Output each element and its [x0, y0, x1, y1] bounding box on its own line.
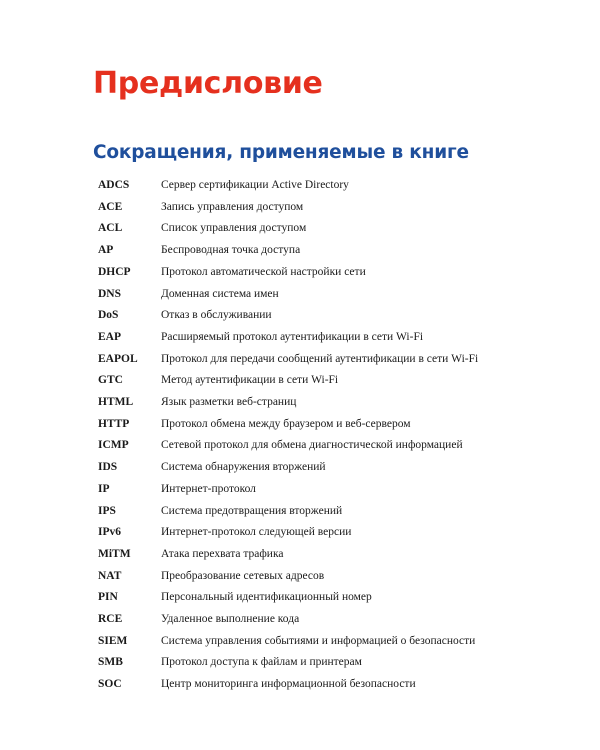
- abbreviation-description: Протокол обмена между браузером и веб-сервером: [161, 417, 411, 430]
- abbreviation-row: [0, 329, 600, 349]
- abbreviation-code: IDS: [98, 461, 118, 474]
- abbreviation-code: ICMP: [98, 439, 129, 452]
- abbreviation-row: [0, 524, 600, 544]
- abbreviation-description: Сетевой протокол для обмена диагностической информацией: [161, 439, 463, 452]
- abbreviation-code: DNS: [98, 287, 122, 300]
- abbreviation-code: EAP: [98, 330, 121, 343]
- abbreviation-description: Сервер сертификации Active Directory: [161, 179, 349, 191]
- abbreviations-section-title: Сокращения, применяемые в книге: [93, 142, 469, 163]
- abbreviation-description: Расширяемый протокол аутентификации в сети Wi-Fi: [161, 330, 424, 343]
- abbreviation-row: [0, 633, 600, 653]
- abbreviation-code: IP: [98, 482, 110, 495]
- abbreviation-description: Система управления событиями и информацией о безопасности: [161, 634, 476, 647]
- abbreviation-code: ACL: [98, 222, 123, 235]
- abbreviation-row: [0, 676, 600, 696]
- abbreviation-code: SIEM: [98, 634, 128, 647]
- abbreviation-row: [0, 568, 600, 588]
- abbreviation-description: Система предотвращения вторжений: [161, 504, 343, 517]
- abbreviation-description: Система обнаружения вторжений: [161, 461, 326, 474]
- abbreviation-row: [0, 503, 600, 523]
- abbreviation-row: [0, 459, 600, 479]
- abbreviation-row: [0, 589, 600, 609]
- abbreviation-row: [0, 372, 600, 392]
- abbreviation-code: HTTP: [98, 417, 130, 430]
- abbreviation-row: [0, 481, 600, 501]
- abbreviation-row: [0, 264, 600, 284]
- abbreviation-description: Удаленное выполнение кода: [161, 613, 300, 625]
- abbreviation-row: [0, 611, 600, 631]
- abbreviation-row: [0, 416, 600, 436]
- abbreviation-code: AP: [98, 244, 114, 257]
- abbreviation-description: Протокол доступа к файлам и принтерам: [161, 656, 362, 669]
- abbreviation-row: [0, 394, 600, 414]
- abbreviation-description: Атака перехвата трафика: [161, 547, 284, 560]
- abbreviation-description: Протокол для передачи сообщений аутентификации в сети Wi-Fi: [161, 352, 479, 365]
- abbreviation-code: MiTM: [98, 547, 131, 560]
- abbreviation-description: Метод аутентификации в сети Wi-Fi: [161, 374, 339, 387]
- abbreviation-row: [0, 199, 600, 219]
- abbreviation-code: DHCP: [98, 265, 131, 278]
- abbreviation-description: Беспроводная точка доступа: [161, 244, 301, 257]
- abbreviation-row: [0, 242, 600, 262]
- abbreviation-description: Интернет-протокол: [161, 482, 256, 495]
- abbreviation-description: Отказ в обслуживании: [161, 309, 272, 322]
- abbreviation-code: IPS: [98, 504, 116, 517]
- abbreviation-description: Доменная система имен: [161, 287, 279, 300]
- abbreviation-code: GTC: [98, 374, 123, 387]
- abbreviation-row: [0, 220, 600, 240]
- abbreviation-row: [0, 286, 600, 306]
- abbreviation-description: Интернет-протокол следующей версии: [161, 526, 352, 539]
- abbreviation-description: Список управления доступом: [161, 222, 307, 235]
- abbreviation-code: SMB: [98, 656, 123, 669]
- abbreviation-code: NAT: [98, 569, 122, 582]
- preface-title: Предисловие: [93, 66, 323, 101]
- abbreviation-row: [0, 654, 600, 674]
- abbreviation-description: Персональный идентификационный номер: [161, 591, 372, 604]
- abbreviation-code: HTML: [98, 396, 134, 408]
- abbreviation-description: Протокол автоматической настройки сети: [161, 265, 366, 278]
- abbreviation-description: Язык разметки веб-страниц: [161, 396, 297, 408]
- abbreviation-row: [0, 177, 600, 197]
- abbreviation-code: PIN: [98, 591, 118, 604]
- abbreviation-code: SOC: [98, 678, 122, 691]
- abbreviation-code: ACE: [98, 200, 123, 213]
- abbreviation-row: [0, 351, 600, 371]
- abbreviation-description: Центр мониторинга информационной безопасности: [161, 678, 416, 691]
- abbreviation-description: Преобразование сетевых адресов: [161, 569, 325, 582]
- abbreviation-description: Запись управления доступом: [161, 200, 304, 213]
- abbreviation-code: ADCS: [98, 179, 130, 191]
- abbreviation-code: IPv6: [98, 526, 121, 539]
- abbreviation-code: DoS: [98, 309, 119, 322]
- abbreviation-code: EAPOL: [98, 352, 138, 365]
- abbreviation-row: [0, 307, 600, 327]
- abbreviation-row: [0, 546, 600, 566]
- abbreviation-code: RCE: [98, 613, 123, 625]
- abbreviation-row: [0, 437, 600, 457]
